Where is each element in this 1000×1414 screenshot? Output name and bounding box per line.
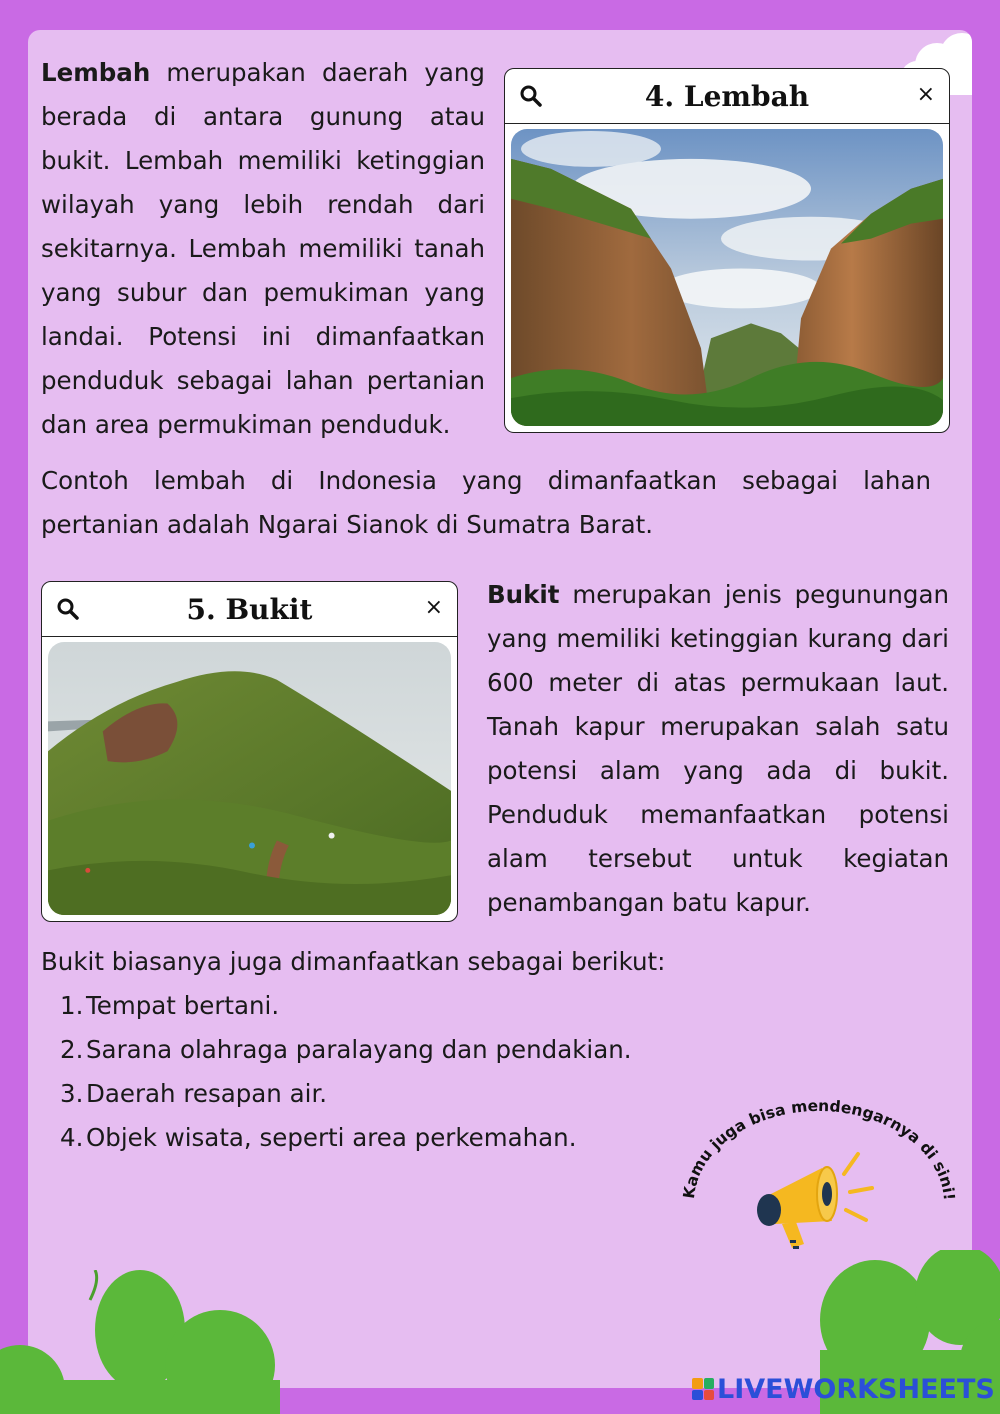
bukit-term: Bukit	[487, 580, 560, 609]
bukit-window-title: 5. Bukit	[186, 592, 313, 626]
megaphone-icon	[757, 1154, 872, 1249]
hill-photo	[48, 642, 451, 915]
bukit-uses-intro: Bukit biasanya juga dimanfaatkan sebagai berikut:	[41, 947, 666, 976]
lembah-window-title: 4. Lembah	[644, 79, 810, 113]
list-item-number: 4.	[60, 1123, 84, 1152]
list-item-text: Objek wisata, seperti area perkemahan.	[86, 1123, 577, 1152]
audio-button[interactable]	[672, 1096, 962, 1276]
bush-decoration	[0, 1270, 300, 1414]
bukit-image-window	[41, 581, 458, 922]
list-item	[60, 1072, 632, 1116]
bukit-description	[487, 573, 949, 925]
lembah-example: Contoh lembah di Indonesia yang dimanfaatkan sebagai lahan pertanian adalah Ngarai Sianok di Sumatra Barat.	[41, 466, 931, 539]
bukit-description-text: merupakan jenis pegunungan yang memiliki ketinggian kurang dari 600 meter di atas permukaan laut. Tanah kapur merupakan salah satu potensi alam yang ada di bukit. Penduduk memanfaatkan potensi alam tersebut untuk kegiatan penambangan batu kapur.	[487, 580, 949, 917]
lembah-description	[41, 51, 485, 447]
list-item-text: Tempat bertani.	[86, 991, 280, 1020]
bukit-window-titlebar	[42, 582, 457, 637]
list-item-text: Sarana olahraga paralayang dan pendakian.	[86, 1035, 632, 1064]
lembah-description-text: merupakan daerah yang berada di antara gunung atau bukit. Lembah memiliki ketinggian wilayah yang lebih rendah dari sekitarnya. Lembah memiliki tanah yang subur dan pemukiman yang landai. Potensi ini dimanfaatkan penduduk sebagai lahan pertanian dan area permukiman penduduk.	[41, 58, 485, 439]
list-item-number: 3.	[60, 1079, 84, 1108]
list-item-number: 2.	[60, 1035, 84, 1064]
liveworksheets-logo-icon	[692, 1378, 714, 1400]
lembah-window-titlebar	[505, 69, 949, 124]
list-item	[60, 1116, 632, 1160]
list-item	[60, 1028, 632, 1072]
lembah-image-window	[504, 68, 950, 433]
close-icon[interactable]: ×	[424, 595, 443, 620]
list-item-number: 1.	[60, 991, 84, 1020]
lembah-term: Lembah	[41, 58, 151, 87]
close-icon[interactable]: ×	[916, 82, 935, 107]
bukit-uses-list	[60, 984, 632, 1160]
list-item-text: Daerah resapan air.	[86, 1079, 328, 1108]
liveworksheets-brand: LIVEWORKSHEETS	[717, 1373, 995, 1405]
search-icon[interactable]	[56, 597, 80, 621]
liveworksheets-logo[interactable]	[692, 1374, 995, 1404]
audio-caption: Kamu juga bisa mendengarnya di sini!	[679, 1096, 959, 1202]
search-icon[interactable]	[519, 84, 543, 108]
valley-photo	[511, 129, 943, 426]
list-item	[60, 984, 632, 1028]
